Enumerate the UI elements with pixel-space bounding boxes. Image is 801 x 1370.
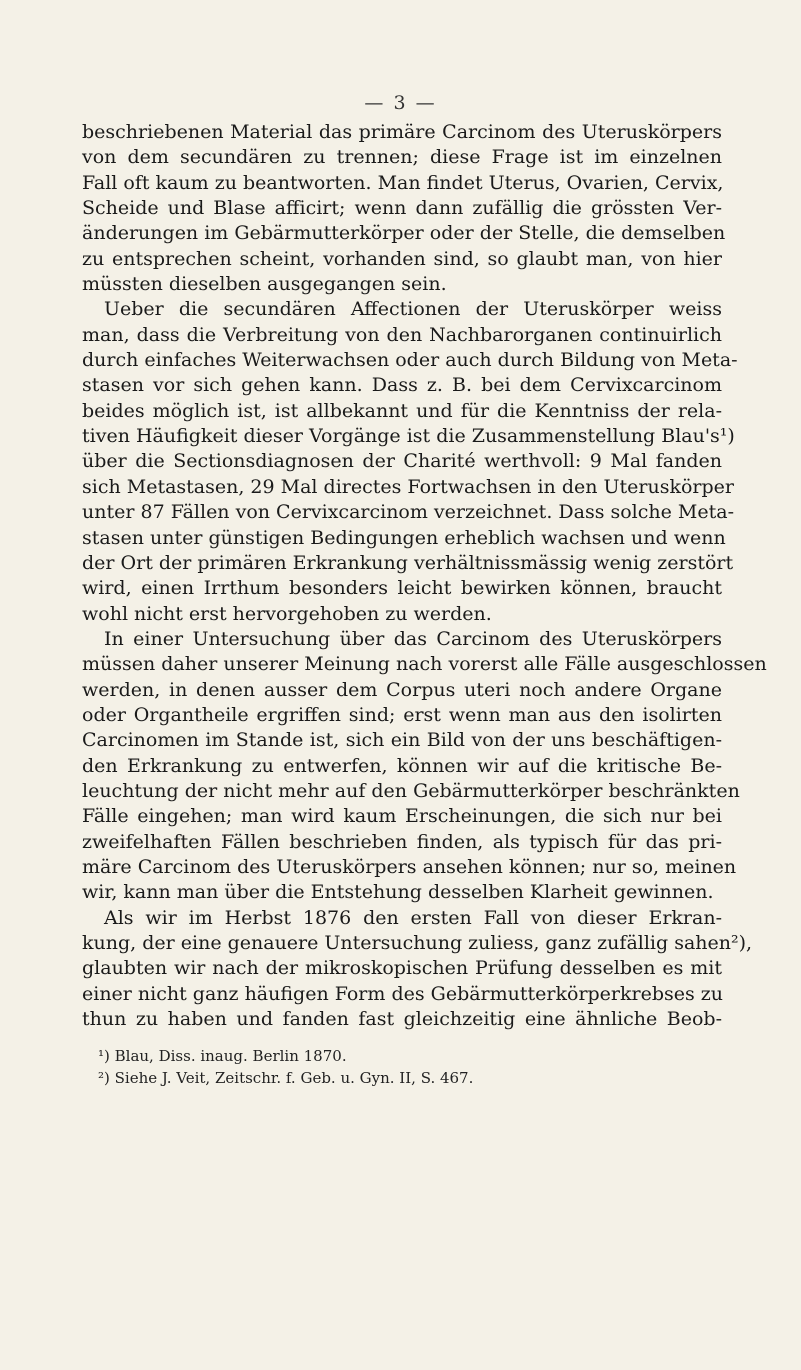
- text-line: leuchtung der nicht mehr auf den Gebärmutterkörper beschränkten: [82, 779, 740, 802]
- text-line: wir, kann man über die Entstehung desselben Klarheit gewinnen.: [82, 881, 714, 904]
- text-line: den Erkrankung zu entwerfen, können wir auf die kritische Be-: [82, 754, 722, 777]
- text-line: wird, einen Irrthum besonders leicht bewirken können, braucht: [82, 577, 722, 600]
- text-line: oder Organtheile ergriffen sind; erst wenn man aus den isolirten: [82, 703, 722, 726]
- text-line: beschriebenen Material das primäre Carcinom des Uteruskörpers: [82, 121, 722, 143]
- text-line: Carcinomen im Stande ist, sich ein Bild von der uns beschäftigen-: [82, 729, 722, 752]
- footnote: ²) Siehe J. Veit, Zeitschr. f. Geb. u. Gyn. II, S. 467.: [98, 1069, 474, 1087]
- text-line: zu entsprechen scheint, vorhanden sind, so glaubt man, von hier: [82, 247, 722, 270]
- text-line: Scheide und Blase afficirt; wenn dann zufällig die grössten Ver-: [82, 197, 722, 220]
- text-line: märe Carcinom des Uteruskörpers ansehen können; nur so, meinen: [82, 855, 737, 878]
- text-line: wohl nicht erst hervorgehoben zu werden.: [82, 602, 492, 625]
- text-line: tiven Häufigkeit dieser Vorgänge ist die Zusammenstellung Blau's¹): [82, 425, 735, 448]
- text-line: sich Metastasen, 29 Mal directes Fortwachsen in den Uteruskörper: [82, 475, 734, 498]
- text-line: kung, der eine genauere Untersuchung zuliess, ganz zufällig sahen²),: [82, 932, 753, 954]
- text-line: von dem secundären zu trennen; diese Frage ist im einzelnen: [82, 146, 722, 169]
- text-line: über die Sectionsdiagnosen der Charité werthvoll: 9 Mal fanden: [82, 450, 722, 473]
- body-text: [82, 120, 767, 1032]
- text-line: zweifelhaften Fällen beschrieben finden, als typisch für das pri-: [82, 830, 722, 853]
- footnote: ¹) Blau, Diss. inaug. Berlin 1870.: [98, 1047, 347, 1065]
- text-line: der Ort der primären Erkrankung verhältnissmässig wenig zerstört: [82, 551, 734, 574]
- text-line: einer nicht ganz häufigen Form des Gebärmutterkörperkrebses zu: [82, 982, 724, 1005]
- text-line: In einer Untersuchung über das Carcinom des Uteruskörpers: [104, 627, 722, 650]
- text-line: durch einfaches Weiterwachsen oder auch durch Bildung von Meta-: [82, 349, 738, 372]
- page-number: — 3 —: [364, 92, 437, 114]
- text-line: unter 87 Fällen von Cervixcarcinom verzeichnet. Dass solche Meta-: [82, 501, 735, 524]
- text-line: werden, in denen ausser dem Corpus uteri noch andere Organe: [82, 678, 722, 701]
- text-line: müssten dieselben ausgegangen sein.: [82, 273, 447, 296]
- text-line: glaubten wir nach der mikroskopischen Prüfung desselben es mit: [82, 957, 722, 980]
- text-line: müssen daher unserer Meinung nach vorerst alle Fälle ausgeschlossen: [82, 653, 767, 676]
- text-line: Fälle eingehen; man wird kaum Erscheinungen, die sich nur bei: [82, 805, 722, 828]
- text-line: man, dass die Verbreitung von den Nachbarorganen continuirlich: [82, 323, 722, 346]
- text-line: Ueber die secundären Affectionen der Uteruskörper weiss: [104, 298, 722, 321]
- text-line: änderungen im Gebärmutterkörper oder der Stelle, die demselben: [82, 222, 726, 245]
- text-line: beides möglich ist, ist allbekannt und für die Kenntniss der rela-: [82, 399, 722, 422]
- text-line: thun zu haben und fanden fast gleichzeitig eine ähnliche Beob-: [82, 1008, 722, 1031]
- text-line: stasen vor sich gehen kann. Dass z. B. bei dem Cervixcarcinom: [82, 374, 722, 397]
- text-line: Fall oft kaum zu beantworten. Man findet Uterus, Ovarien, Cervix,: [82, 171, 724, 194]
- footnotes: [98, 1045, 738, 1089]
- text-line: stasen unter günstigen Bedingungen erheblich wachsen und wenn: [82, 526, 726, 549]
- text-line: Als wir im Herbst 1876 den ersten Fall von dieser Erkran-: [104, 906, 722, 929]
